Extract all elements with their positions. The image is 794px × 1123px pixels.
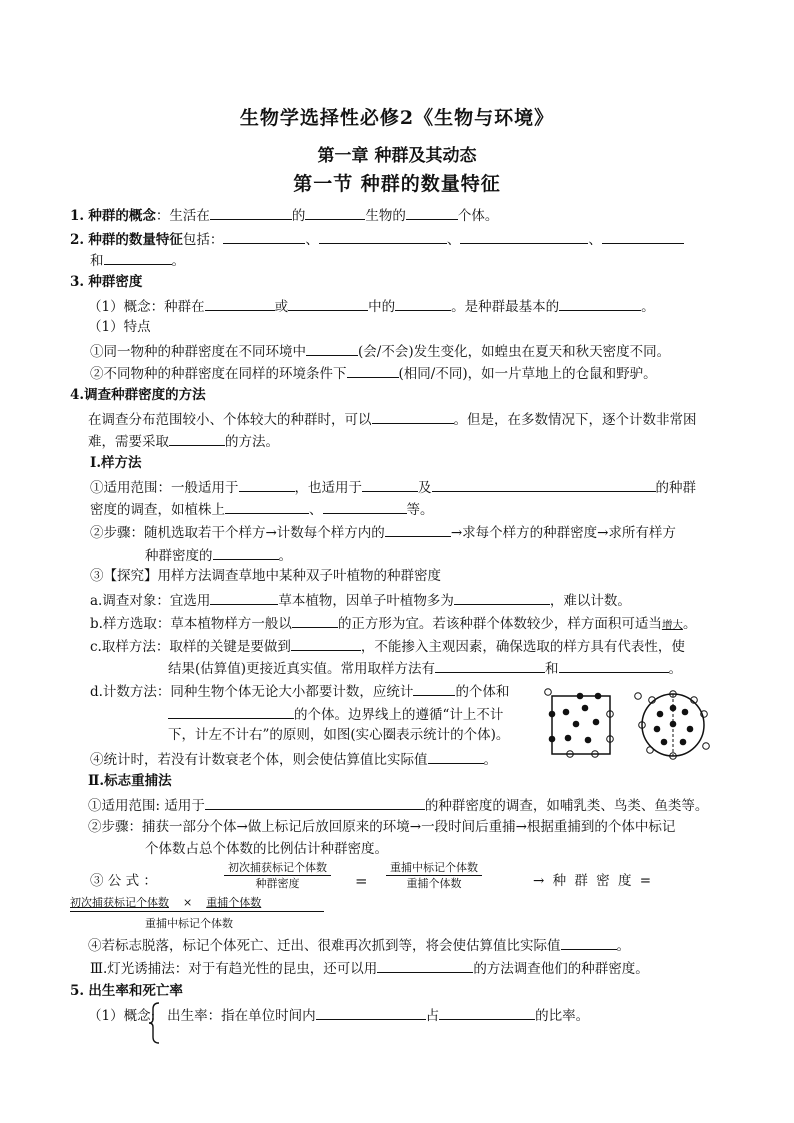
counted-dot [565,735,572,742]
blank[interactable] [291,636,361,651]
blank[interactable] [385,522,451,537]
counted-dot [549,711,556,718]
q3-title: 3. 种群密度 [70,274,143,290]
counted-dot [585,737,592,744]
equals-sign: = [355,872,368,890]
explore-c-2: 结果(估算值)更接近真实值。常用取样方法有 和 。 [168,658,682,678]
q3-feature-2: ②不同物种的种群密度在同样的环境条件下 (相同/不同)，如一片草地上的仓鼠和野驴。 [90,363,657,383]
blank[interactable] [347,363,399,378]
blank[interactable] [559,658,669,673]
m2-steps: ②步骤：捕获一部分个体→做上标记后放回原来的环境→一段时间后重捕→根据重捕到的个体中标记 [88,819,676,835]
blank[interactable] [205,795,425,810]
blank[interactable] [210,590,278,605]
counted-dot [687,726,694,733]
stat-note: ④统计时，若没有计数衰老个体，则会使估算值比实际值 。 [90,749,497,769]
method-3: Ⅲ.灯光诱捕法：对于有趋光性的昆虫，还可以用 的方法调查他们的种群密度。 [90,958,649,978]
m1-steps-2: 种群密度的 。 [145,545,292,565]
q3-feature-1: ①同一物种的种群密度在不同环境中 (会/不会)发生变化，如蝗虫在夏天和秋天密度不同。 [90,341,670,361]
counted-dot [670,721,677,728]
explore-d: d.计数方法：同种生物个体无论大小都要计数，应统计 的个体和 [90,681,509,701]
q5-title: 5. 出生率和死亡率 [70,983,183,999]
blank[interactable] [225,499,309,514]
blank[interactable] [439,1005,535,1020]
counted-dot [670,705,677,712]
blank[interactable] [210,205,292,220]
q1-line: 1. 种群的概念：生活在 的 生物的 个体。 [70,205,498,225]
explore-d-2: 的个体。边界线上的遵循“计上不计 [168,704,503,724]
blank[interactable] [372,409,454,424]
blank[interactable] [460,229,588,244]
chapter-title: 第一章 种群及其动态 [317,146,477,166]
counted-dot [593,719,600,726]
blank[interactable] [223,229,305,244]
blank[interactable] [395,296,451,311]
blank[interactable] [239,477,295,492]
brace-icon [147,1001,161,1045]
uncounted-dot [647,747,654,754]
counted-dot [563,709,570,716]
fraction-2: 重捕中标记个体数 重捕个体数 [386,860,482,891]
blank[interactable] [323,499,407,514]
blank[interactable] [602,229,684,244]
counted-dot [661,739,668,746]
blank[interactable] [432,477,656,492]
q4-intro-2: 难，需要采取 的方法。 [88,431,279,451]
counted-dot [582,705,589,712]
explore-d-3: 下，计左不计右”的原则，如图(实心圈表示统计的个体)。 [168,727,510,743]
counted-dot [573,721,580,728]
formula-arrow: → 种 群 密 度 = [533,873,652,889]
circle-quadrat-diagram [635,691,710,760]
method-2-title: Ⅱ.标志重捕法 [88,773,172,789]
fraction-3-bar [70,911,324,912]
explore-b: b.样方选取：草本植物样方一般以 的正方形为宜。若该种群个体数较少，样方面积可适当增大。 [90,613,696,634]
q2-line: 2. 种群的数量特征包括： 、 、 、 [70,229,684,249]
blank[interactable] [288,296,368,311]
blank[interactable] [306,341,358,356]
counted-dot [682,709,689,716]
explore-title: ③【探究】用样方法调查草地中某种双子叶植物的种群密度 [90,568,441,584]
uncounted-dot [703,743,710,750]
blank[interactable] [413,681,455,696]
counted-dot [549,736,556,743]
uncounted-dot [635,693,642,700]
square-quadrat-diagram [545,689,614,758]
m1-scope-2: 密度的调查，如植株上 、 等。 [90,499,434,519]
section-title: 第一节 种群的数量特征 [293,173,501,195]
formula-label: ③ 公 式 ： [90,873,157,889]
explore-c: c.取样方法：取样的关键是要做到 ，不能掺入主观因素，确保选取的样方具有代表性，使 [90,636,685,656]
counted-dot [577,693,584,700]
uncounted-dot [545,689,552,696]
m2-note: ④若标志脱落，标记个体死亡、迁出、很难再次抓到等，将会使估算值比实际值 。 [88,935,630,955]
counted-dot [595,693,602,700]
q5-concept: （1）概念: 出生率：指在单位时间内 占 的比率。 [88,1005,589,1025]
explore-a: a.调查对象：宜选用 草本植物，因单子叶植物多为 ，难以计数。 [90,590,631,610]
m2-steps-2: 个体数占总个体数的比例估计种群密度。 [145,841,388,857]
blank[interactable] [168,704,294,719]
blank[interactable] [377,958,473,973]
q3-feature: （1）特点 [88,319,151,335]
blank[interactable] [305,205,365,220]
q4-title: 4.调查种群密度的方法 [70,387,206,403]
blank[interactable] [406,205,458,220]
blank[interactable] [205,296,275,311]
blank[interactable] [169,431,225,446]
counted-dot [680,739,687,746]
blank[interactable] [319,229,447,244]
blank[interactable] [104,250,172,265]
blank[interactable] [435,658,545,673]
blank[interactable] [559,296,641,311]
method-1-title: Ⅰ.样方法 [90,455,142,471]
counted-dot [654,726,661,733]
blank[interactable] [362,477,418,492]
fraction-1: 初次捕获标记个体数 种群密度 [224,860,331,891]
m1-steps: ②步骤：随机选取若干个样方→计数每个样方内的 →求每个样方的种群密度→求所有样方 [90,522,676,542]
q3-concept: （1）概念：种群在 或 中的 。是种群最基本的 。 [88,296,655,316]
q4-intro: 在调查分布范围较小、个体较大的种群时，可以 。但是，在多数情况下，逐个计数非常困 [88,409,697,429]
blank[interactable] [292,613,338,628]
counted-dot [657,711,664,718]
quadrat-count-diagram [540,684,720,766]
m1-scope: ①适用范围：一般适用于 ，也适用于 及 的种群 [90,477,696,497]
square-quadrat [552,696,610,754]
blank[interactable] [561,935,617,950]
fraction-3-den: 重捕中标记个体数 [145,917,233,930]
fraction-3-num: 初次捕获标记个体数 × 重捕个体数 [70,896,262,909]
blank[interactable] [213,545,279,560]
book-title: 生物学选择性必修2《生物与环境》 [239,107,555,129]
q2-line-2: 和 。 [90,250,185,270]
blank[interactable] [316,1005,426,1020]
blank[interactable] [428,749,484,764]
blank[interactable] [454,590,550,605]
m2-scope: ①适用范围: 适用于 的种群密度的调查，如哺乳类、鸟类、鱼类等。 [88,795,708,815]
